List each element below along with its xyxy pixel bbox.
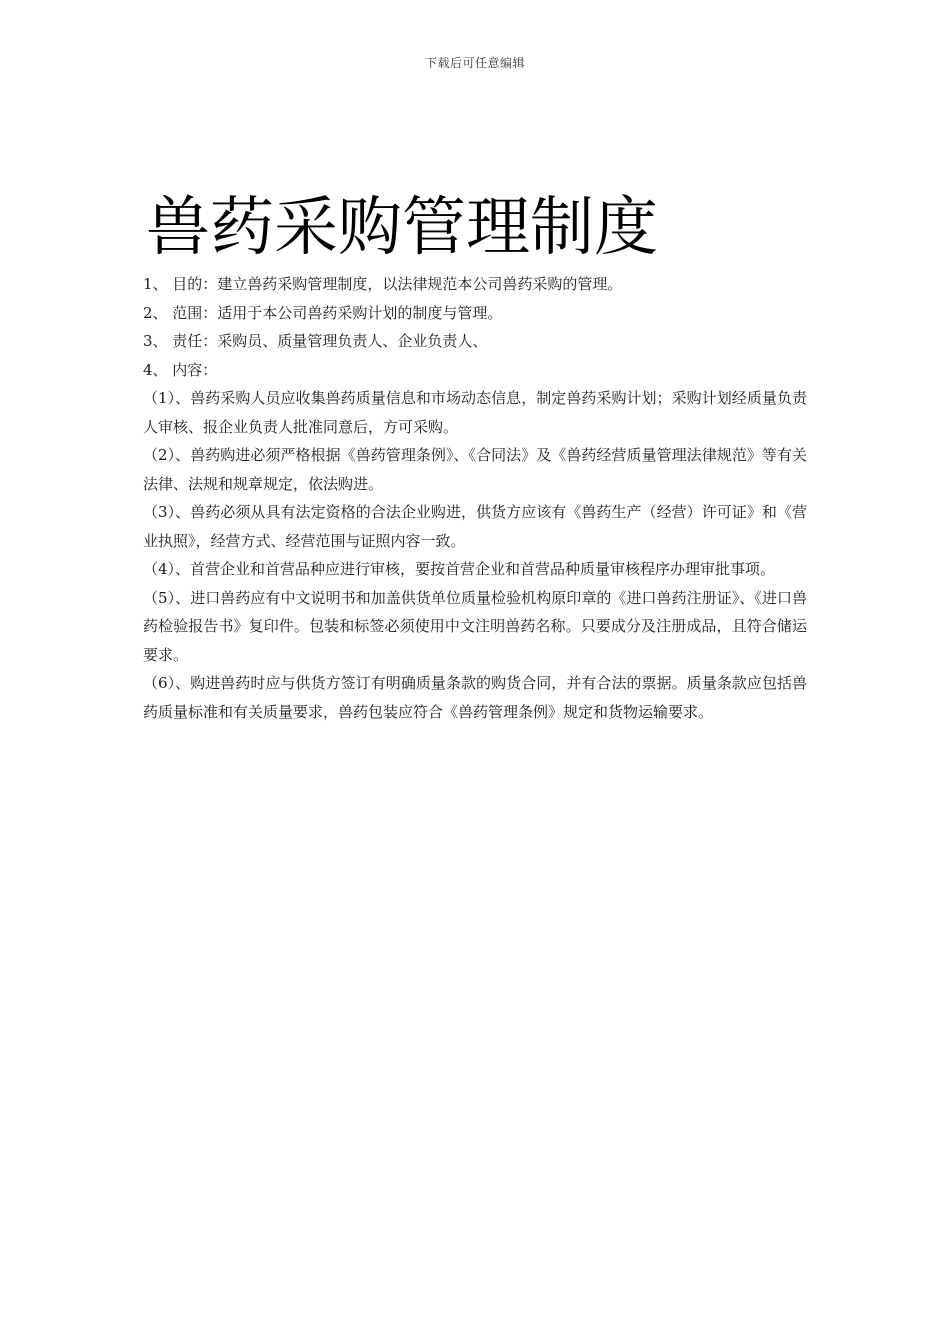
paragraph-responsibility: 3、 责任：采购员、质量管理负责人、企业负责人、 — [143, 332, 488, 350]
paragraph-item-1: （1）、兽药采购人员应收集兽药质量信息和市场动态信息，制定兽药采购计划；采购计划经质量负责人审核、报企业负责人批准同意后，方可采购。 — [143, 389, 807, 436]
paragraph-item-2: （2）、兽药购进必须严格根据《兽药管理条例》、《合同法》及《兽药经营质量管理法律规范》等有关法律、法规和规章规定，依法购进。 — [143, 446, 807, 493]
paragraph-purpose: 1、 目的：建立兽药采购管理制度，以法律规范本公司兽药采购的管理。 — [143, 275, 623, 293]
document-title: 兽药采购管理制度 — [146, 191, 658, 265]
paragraph-scope: 2、 范围：适用于本公司兽药采购计划的制度与管理。 — [143, 303, 503, 322]
paragraph-item-5: （5）、进口兽药应有中文说明书和加盖供货单位质量检验机构原印章的《进口兽药注册证》、《进口兽药检验报告书》复印件。包装和标签必须使用中文注明兽药名称。只要成分及注册成品，且符合储运要求。 — [143, 588, 807, 664]
paragraph-item-6: （6）、购进兽药时应与供货方签订有明确质量条款的购货合同，并有合法的票据。质量条款应包括兽药质量标准和有关质量要求，兽药包装应符合《兽药管理条例》规定和货物运输要求。 — [143, 674, 807, 721]
paragraph-item-4: （4）、首营企业和首营品种应进行审核，要按首营企业和首营品种质量审核程序办理审批事项。 — [143, 560, 776, 578]
document-body — [143, 270, 807, 726]
page-header-note: 下载后可任意编辑 — [424, 56, 525, 70]
paragraph-content-heading: 4、 内容： — [143, 360, 218, 379]
paragraph-item-3: （3）、兽药必须从具有法定资格的合法企业购进，供货方应该有《兽药生产（经营）许可证》和《营业执照》，经营方式、经营范围与证照内容一致。 — [143, 503, 807, 550]
